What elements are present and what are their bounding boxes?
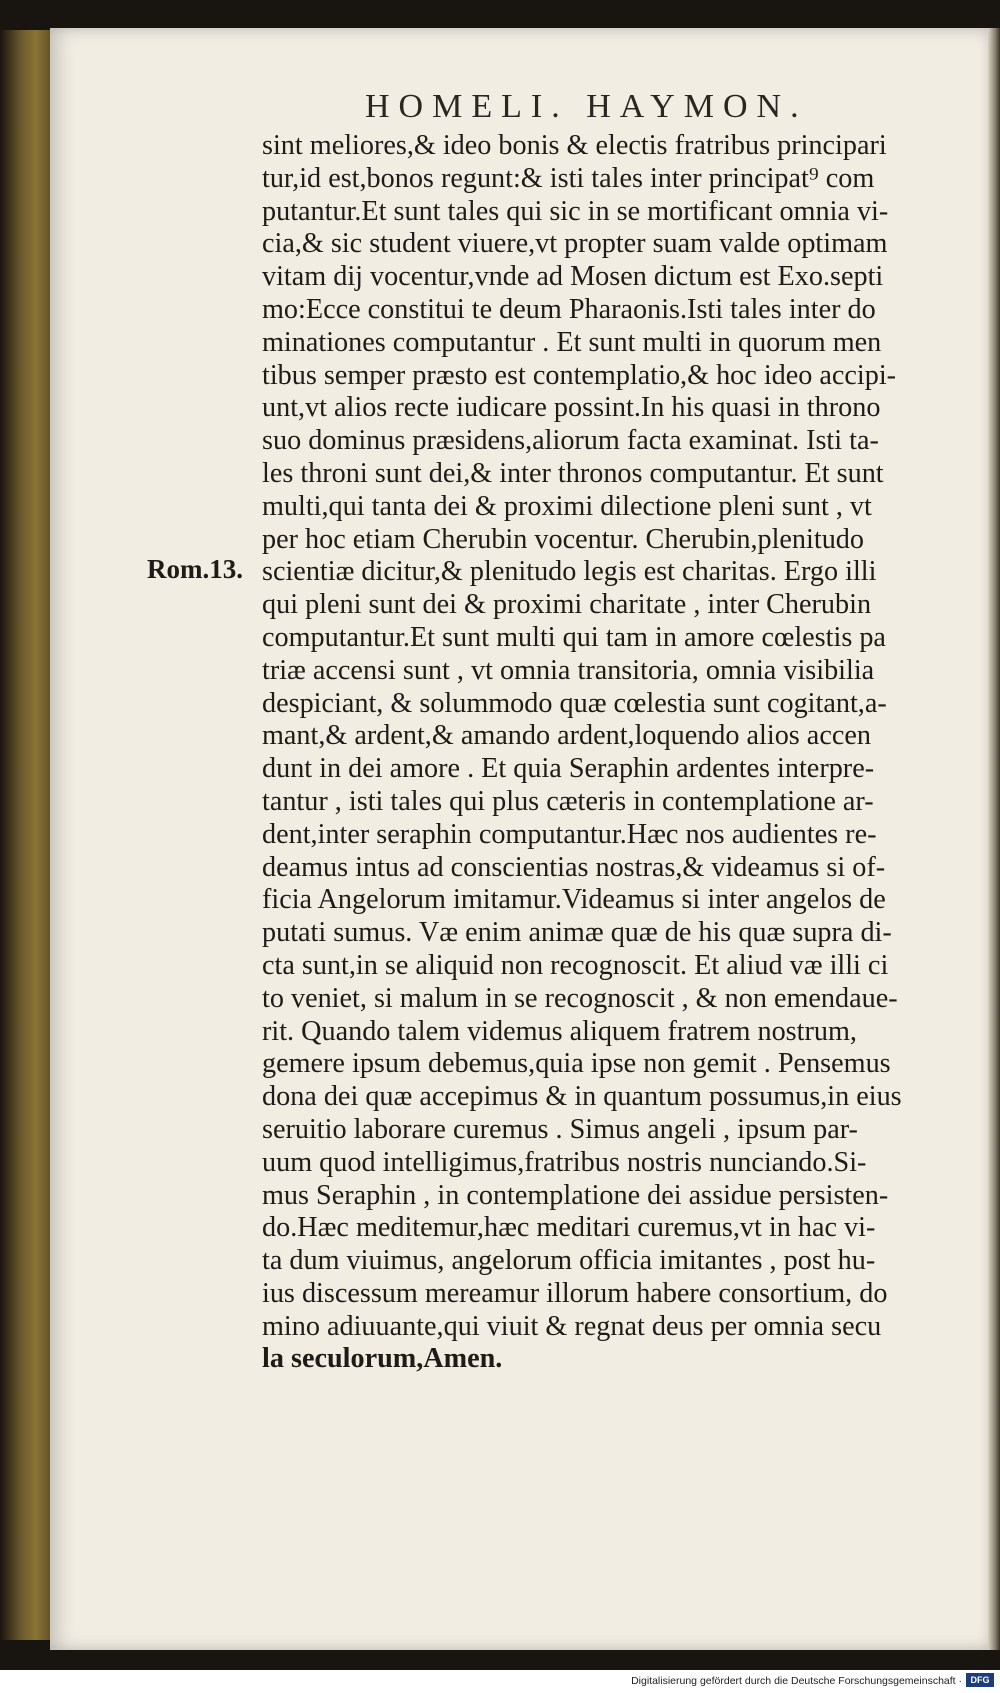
page-edge: [988, 28, 1000, 1650]
text-line: unt,vt alios recte iudicare possint.In his quasi in throno: [262, 392, 881, 424]
text-line: suo dominus præsidens,aliorum facta examinat. Isti ta-: [262, 425, 879, 457]
text-line: tibus semper præsto est contemplatio,& hoc ideo accipi-: [262, 359, 897, 391]
text-line: ta dum viuimus, angelorum officia imitantes , post hu-: [262, 1245, 876, 1277]
text-line: cia,& sic student viuere,vt propter suam valde optimam: [262, 228, 888, 260]
text-line: to veniet, si malum in se recognoscit , & non emendaue-: [262, 982, 898, 1014]
text-line: multi,qui tanta dei & proximi dilectione pleni sunt , vt: [262, 490, 872, 522]
text-line: rit. Quando talem videmus aliquem fratrem nostrum,: [262, 1015, 857, 1047]
text-line: les throni sunt dei,& inter thronos computantur. Et sunt: [262, 457, 884, 489]
body-text: [262, 130, 952, 1376]
text-line: la seculorum,Amen.: [262, 1343, 503, 1375]
text-line: tantur , isti tales qui plus cæteris in contemplatione ar-: [262, 785, 874, 817]
text-line: mus Seraphin , in contemplatione dei assidue persisten-: [262, 1179, 889, 1211]
text-line: do.Hæc meditemur,hæc meditari curemus,vt in hac vi-: [262, 1212, 876, 1244]
text-line: dona dei quæ accepimus & in quantum possumus,in eius: [262, 1081, 902, 1113]
text-line: per hoc etiam Cherubin vocentur. Cherubin,plenitudo: [262, 523, 864, 555]
marginal-note: Rom.13.: [147, 554, 243, 584]
text-line: ficia Angelorum imitamur.Videamus si inter angelos de: [262, 884, 886, 916]
text-line: triæ accensi sunt , vt omnia transitoria, omnia visibilia: [262, 654, 875, 686]
text-line: putantur.Et sunt tales qui sic in se mortificant omnia vi-: [262, 195, 889, 227]
text-line: qui pleni sunt dei & proximi charitate , inter Cherubin: [262, 589, 872, 621]
text-line: putati sumus. Væ enim animæ quæ de his quæ supra di-: [262, 917, 892, 949]
text-line: uum quod intelligimus,fratribus nostris nunciando.Si-: [262, 1146, 867, 1178]
text-line: mant,& ardent,& amando ardent,loquendo alios accen: [262, 720, 871, 752]
text-line: dunt in dei amore . Et quia Seraphin ardentes interpre-: [262, 753, 875, 785]
text-line: dent,inter seraphin computantur.Hæc nos audientes re-: [262, 818, 877, 850]
text-line: tur,id est,bonos regunt:& isti tales inter principat⁹ com: [262, 162, 875, 194]
text-line: sint meliores,& ideo bonis & electis fratribus principari: [262, 130, 887, 161]
text-line: vitam dij vocentur,vnde ad Mosen dictum est Exo.septi: [262, 261, 884, 293]
running-head: HOMELI. HAYMON.: [365, 88, 808, 125]
footer-credit: Digitalisierung gefördert durch die Deutsche Forschungsgemeinschaft ·: [631, 1675, 962, 1687]
text-line: deamus intus ad conscientias nostras,& videamus si of-: [262, 851, 886, 883]
text-line: despiciant, & solummodo quæ cœlestia sunt cogitant,a-: [262, 687, 887, 719]
text-line: seruitio laborare curemus . Simus angeli , ipsum par-: [262, 1113, 858, 1145]
text-line: ius discessum mereamur illorum habere consortium, do: [262, 1277, 888, 1309]
dfg-logo: DFG: [966, 1673, 994, 1687]
text-line: cta sunt,in se aliquid non recognoscit. Et aliud væ illi ci: [262, 949, 889, 981]
text-line: mino adiuuante,qui viuit & regnat deus per omnia secu: [262, 1310, 882, 1342]
text-line: mo:Ecce constitui te deum Pharaonis.Isti tales inter do: [262, 293, 876, 325]
text-line: computantur.Et sunt multi qui tam in amore cœlestis pa: [262, 621, 886, 653]
text-line: minationes computantur . Et sunt multi in quorum men: [262, 326, 882, 358]
text-line: gemere ipsum debemus,quia ipse non gemit . Pensemus: [262, 1048, 891, 1080]
text-line: scientiæ dicitur,& plenitudo legis est charitas. Ergo illi: [262, 556, 877, 588]
